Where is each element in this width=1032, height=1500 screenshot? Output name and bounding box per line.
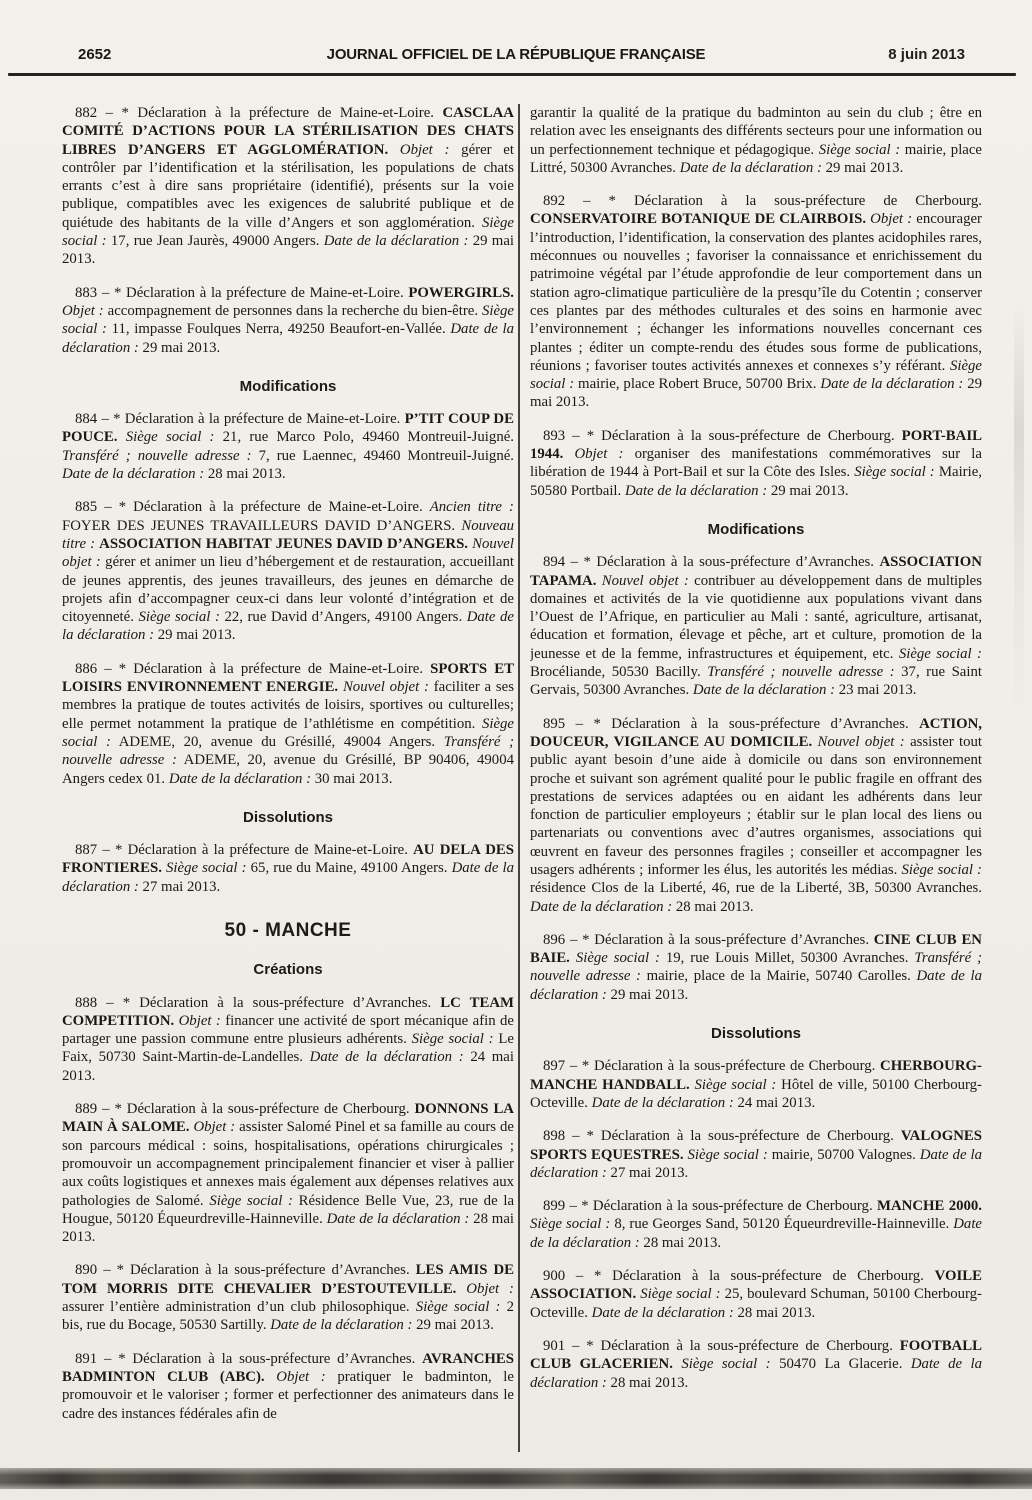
field-label: Date de la déclaration :: [62, 860, 514, 895]
field-label: Siège social :: [681, 1356, 771, 1373]
field-label: Date de la déclaration :: [624, 482, 768, 499]
section-heading-dept-50-manche: 50 - MANCHE: [224, 919, 352, 941]
field-label: Siège social :: [901, 861, 982, 878]
journal-entry-891-suite: garantir la qualité de la pratique du badminton au sein du club ; être en relation avec les enseignants des différents secteurs pour une information ou un perfectionnement technique et pédagogique. Siège social : mairie, place Littré, 50300 Avranches. Date de la déclaration : 29 mai 2013.: [530, 105, 982, 176]
field-label: Siège social :: [62, 214, 514, 250]
journal-entry-891: 891 – * Déclaration à la sous-préfecture d’Avranches. AVRANCHES BADMINTON CLUB (ABC). Objet : pratiquer le badminton, le promouvoir et le valoriser ; former et perfectionner des animateurs dans le cadre des instances fédérales afin de: [62, 1350, 514, 1422]
field-label: Date de la déclaration :: [62, 609, 514, 644]
field-label: Date de la déclaration :: [168, 770, 312, 787]
scan-artifact-band: [0, 1468, 1032, 1489]
journal-entry-898: 898 – * Déclaration à la sous-préfecture de Cherbourg. VALOGNES SPORTS EQUESTRES. Siège social : mairie, 50700 Valognes. Date de la déclaration : 27 mai 2013.: [530, 1128, 982, 1181]
association-name: CINE CLUB EN BAIE.: [530, 931, 982, 967]
journal-entry-886: 886 – * Déclaration à la préfecture de Maine-et-Loire. SPORTS ET LOISIRS ENVIRONNEMENT ENERGIE. Nouvel objet : faciliter a ses membres la pratique de toutes activités de loisirs, sportives ou culturelles; elle permet notamment la pratique de l’athlétisme en compétition. Siège social : ADEME, 20, avenue du Grésillé, 49004 Angers. Transféré ; nouvelle adresse : ADEME, 20, avenue du Grésillé, BP 90406, 49004 Angers cedex 01. Date de la déclaration : 30 mai 2013.: [62, 660, 514, 787]
field-label: Transféré ; nouvelle adresse :: [530, 950, 982, 985]
field-label: Date de la déclaration :: [270, 1317, 413, 1334]
field-label: Objet :: [870, 211, 913, 228]
column-1: [62, 104, 514, 1458]
journal-entry-885: 885 – * Déclaration à la préfecture de Maine-et-Loire. Ancien titre : FOYER DES JEUNES TRAVAILLEURS DAVID D’ANGERS. Nouveau titre : ASSOCIATION HABITAT JEUNES DAVID D’ANGERS. Nouvel objet : gérer et animer un lieu d’hébergement et de restauration, accueillant de jeunes apprentis, des jeunes travailleurs, des jeunes en démarche de projets afin d’accompagner ceux-ci dans leur volonté d’intégration et de citoyenneté. Siège social : 22, rue David d’Angers, 49100 Angers. Date de la déclaration : 29 mai 2013.: [62, 499, 514, 644]
field-label: Transféré ; nouvelle adresse :: [707, 664, 895, 681]
field-label: Siège social :: [687, 1146, 768, 1163]
field-label: Objet :: [399, 141, 450, 158]
field-label: Nouvel objet :: [601, 572, 689, 589]
journal-entry-892: 892 – * Déclaration à la sous-préfecture de Cherbourg. CONSERVATOIRE BOTANIQUE DE CLAIRBOIS. Objet : encourager l’introduction, l’identification, la conservation des plantes acidophiles rares, méconnues ou nouvelles ; favoriser la connaissance et enrichissement du patrimoine végétal par l’étude approfondie de leur comportement dans un station agro-climatique particulière de la presqu’île du Cotentin ; conserver ces plantes par des méthodes culturales et des soins en harmonie avec l’environnement ; échanger les informations nouvelles concernant ces plantes ; éditer un compte-rendu des études sous forme de publications, réunions ; favoriser toutes activités annexes et connexes s’y référant. Siège social : mairie, place Robert Bruce, 50700 Brix. Date de la déclaration : 29 mai 2013.: [530, 193, 982, 411]
field-label: Siège social :: [411, 1031, 494, 1048]
association-name: DONNONS LA MAIN À SALOME.: [62, 1101, 514, 1136]
field-label: Siège social :: [62, 715, 514, 750]
field-label: Date de la déclaration :: [591, 1094, 734, 1111]
journal-title: JOURNAL OFFICIEL DE LA RÉPUBLIQUE FRANÇAISE: [326, 46, 706, 63]
field-label: Date de la déclaration :: [820, 376, 964, 393]
field-label: Siège social :: [640, 1286, 721, 1303]
section-heading-creations: Créations: [253, 961, 323, 979]
journal-entry-890: 890 – * Déclaration à la sous-préfecture d’Avranches. LES AMIS DE TOM MORRIS DITE CHEVALIER D’ESTOUTEVILLE. Objet : assurer l’entière administration d’un club philosophique. Siège social : 2 bis, rue du Bocage, 50530 Sartilly. Date de la déclaration : 29 mai 2013.: [62, 1262, 514, 1334]
journal-entry-889: 889 – * Déclaration à la sous-préfecture de Cherbourg. DONNONS LA MAIN À SALOME. Objet : assister Salomé Pinel et sa famille au cours de son parcours médical : soins, hospitalisations, opérations chirurgicales ; promouvoir un accompagnement principalement financier et viser à pallier aux coûts logistiques et annexes mais également aux dépenses relatives aux pathologies de Salomé. Siège social : Résidence Belle Vue, 23, rue de la Hougue, 50120 Équeurdreville-Hainneville. Date de la déclaration : 28 mai 2013.: [62, 1101, 514, 1246]
section-heading-modifications: Modifications: [239, 377, 337, 395]
field-label: Nouveau titre :: [62, 517, 514, 552]
field-label: Date de la déclaration :: [692, 682, 836, 699]
field-label: Siège social :: [530, 1216, 611, 1233]
field-label: Date de la déclaration :: [323, 233, 469, 250]
field-label: Objet :: [193, 1119, 236, 1136]
field-label: Date de la déclaration :: [530, 1216, 982, 1251]
section-heading-modifications: Modifications: [707, 520, 805, 538]
column-2: [530, 104, 982, 1458]
association-name: SPORTS ET LOISIRS ENVIRONNEMENT ENERGIE.: [62, 660, 514, 696]
field-label: Objet :: [276, 1368, 326, 1385]
journal-entry-883: 883 – * Déclaration à la préfecture de Maine-et-Loire. POWERGIRLS. Objet : accompagnement de personnes dans la recherche du bien-être. Siège social : 11, impasse Foulques Nerra, 49250 Beaufort-en-Vallée. Date de la déclaration : 29 mai 2013.: [62, 284, 514, 356]
header-rule: [8, 73, 1016, 76]
association-name: LES AMIS DE TOM MORRIS DITE CHEVALIER D’ESTOUTEVILLE.: [62, 1262, 514, 1297]
association-name: MANCHE 2000.: [876, 1198, 982, 1215]
journal-entry-896: 896 – * Déclaration à la sous-préfecture d’Avranches. CINE CLUB EN BAIE. Siège social : 19, rue Louis Millet, 50300 Avranches. Transféré ; nouvelle adresse : mairie, place de la Mairie, 50740 Carolles. Date de la déclaration : 29 mai 2013.: [530, 931, 982, 1003]
association-name: VALOGNES SPORTS EQUESTRES.: [530, 1128, 982, 1163]
field-label: Ancien titre :: [429, 499, 514, 516]
association-name: CONSERVATOIRE BOTANIQUE DE CLAIRBOIS.: [530, 211, 871, 228]
section-heading-dissolutions: Dissolutions: [710, 1025, 801, 1043]
association-name: ASSOCIATION HABITAT JEUNES DAVID D’ANGERS.: [99, 535, 473, 552]
journal-entry-882: 882 – * Déclaration à la préfecture de Maine-et-Loire. CASCLAA COMITÉ D’ACTIONS POUR LA STÉRILISATION DES CHATS LIBRES D’ANGERS ET AGGLOMÉRATION. Objet : gérer et contrôler par l’identification et la stérilisation, les populations de chats errants c’est à dire sans propriétaire (identifié), présents sur la voie publique, compatibles avec les exigences de salubrité publique et de quiétude des habitants de la ville d’Angers et son agglomération. Siège social : 17, rue Jean Jaurès, 49000 Angers. Date de la déclaration : 29 mai 2013.: [62, 105, 514, 268]
issue-date: 8 juin 2013: [888, 46, 965, 63]
field-label: Siège social :: [166, 860, 247, 877]
field-label: Date de la déclaration :: [530, 968, 982, 1003]
field-label: Siège social :: [818, 141, 901, 158]
field-label: Objet :: [466, 1280, 514, 1297]
field-label: Siège social :: [694, 1076, 777, 1093]
journal-entry-888: 888 – * Déclaration à la sous-préfecture d’Avranches. LC TEAM COMPETITION. Objet : financer une activité de sport mécanique afin de partager une passion commune entre plusieurs adhérents. Siège social : Le Faix, 50730 Saint-Martin-de-Landelles. Date de la déclaration : 24 mai 2013.: [62, 994, 514, 1084]
field-label: Transféré ; nouvelle adresse :: [62, 733, 514, 769]
association-name: ACTION, DOUCEUR, VIGILANCE AU DOMICILE.: [530, 715, 982, 750]
association-name: POWERGIRLS.: [408, 284, 514, 301]
field-label: Siège social :: [125, 429, 215, 446]
column-divider: [518, 104, 520, 1452]
scan-smudge: [1014, 300, 1024, 720]
section-heading-dissolutions: Dissolutions: [242, 808, 333, 826]
field-label: Date de la déclaration :: [591, 1304, 734, 1321]
field-label: Siège social :: [575, 950, 660, 967]
journal-entry-894: 894 – * Déclaration à la sous-préfecture d’Avranches. ASSOCIATION TAPAMA. Nouvel objet : contribuer au développement dans de multiples domaines et activités de la vie quotidienne aux populations vivant dans l’Ouest de l’Afrique, en particulier au Mali : santé, agriculture, artisanat, éducation et formation, élevage et pêche, art et culture, promotion de la jeunesse et de la femme, infrastructures et équipement, etc. Siège social : Brocéliande, 50530 Bacilly. Transféré ; nouvelle adresse : 37, rue Saint Gervais, 50300 Avranches. Date de la déclaration : 23 mai 2013.: [530, 554, 982, 699]
field-label: Date de la déclaration :: [530, 1146, 982, 1181]
field-label: Date de la déclaration :: [679, 159, 822, 176]
association-name: LC TEAM COMPETITION.: [62, 994, 514, 1029]
field-label: Siège social :: [530, 357, 982, 393]
journal-entry-895: 895 – * Déclaration à la sous-préfecture d’Avranches. ACTION, DOUCEUR, VIGILANCE AU DOMICILE. Nouvel objet : assister tout public ayant besoin d’une aide à domicile ou dans son environnement proche et suivant son agrément qualité pour le public fragile en offrant des prestations de services adaptées ou en aidant les adhérents dans leur fonction de particulier employeurs ; établir sur le plan local des liens ou partenariats ou conventions avec d’autres organismes, associations qui œuvrent en faveur des personnes fragiles ; conseiller et accompagner les usagers adhérents ; informer les élus, les autorités les médias. Siège social : résidence Clos de la Liberté, 46, rue de la Liberté, 3B, 50300 Avranches. Date de la déclaration : 28 mai 2013.: [530, 715, 982, 915]
association-name: FOOTBALL CLUB GLACERIEN.: [530, 1337, 982, 1373]
field-label: Nouvel objet :: [817, 733, 905, 750]
field-label: Objet :: [62, 302, 104, 319]
field-label: Siège social :: [854, 464, 935, 481]
field-label: Date de la déclaration :: [62, 321, 514, 356]
field-label: Objet :: [178, 1012, 221, 1029]
association-name: ASSOCIATION TAPAMA.: [530, 554, 982, 589]
journal-entry-887: 887 – * Déclaration à la préfecture de Maine-et-Loire. AU DELA DES FRONTIERES. Siège social : 65, rue du Maine, 49100 Angers. Date de la déclaration : 27 mai 2013.: [62, 842, 514, 895]
field-label: Nouvel objet :: [342, 679, 429, 696]
field-label: Siège social :: [62, 302, 514, 338]
field-label: Siège social :: [209, 1192, 293, 1209]
association-name: AU DELA DES FRONTIERES.: [62, 842, 514, 877]
association-name: AVRANCHES BADMINTON CLUB (ABC).: [62, 1350, 514, 1385]
page-number: 2652: [78, 46, 112, 63]
field-label: Siège social :: [898, 645, 982, 662]
journal-entry-897: 897 – * Déclaration à la sous-préfecture de Cherbourg. CHERBOURG-MANCHE HANDBALL. Siège social : Hôtel de ville, 50100 Cherbourg-Octeville. Date de la déclaration : 24 mai 2013.: [530, 1058, 982, 1111]
field-label: Date de la déclaration :: [530, 1356, 982, 1391]
field-label: Date de la déclaration :: [326, 1210, 470, 1227]
field-label: Date de la déclaration :: [62, 466, 205, 483]
journal-entry-900: 900 – * Déclaration à la sous-préfecture de Cherbourg. VOILE ASSOCIATION. Siège social : 25, boulevard Schuman, 50100 Cherbourg-Octeville. Date de la déclaration : 28 mai 2013.: [530, 1268, 982, 1321]
journal-entry-901: 901 – * Déclaration à la sous-préfecture de Cherbourg. FOOTBALL CLUB GLACERIEN. Siège social : 50470 La Glacerie. Date de la déclaration : 28 mai 2013.: [530, 1337, 982, 1391]
field-label: Date de la déclaration :: [530, 898, 673, 915]
association-name: VOILE ASSOCIATION.: [530, 1268, 982, 1303]
association-name: CASCLAA COMITÉ D’ACTIONS POUR LA STÉRILISATION DES CHATS LIBRES D’ANGERS ET AGGLOMÉRATION.: [62, 105, 514, 158]
field-label: Date de la déclaration :: [309, 1049, 464, 1066]
journal-entry-893: 893 – * Déclaration à la sous-préfecture de Cherbourg. PORT-BAIL 1944. Objet : organiser des manifestations commémoratives sur la libération de 1944 à Port-Bail et sur la Côte des Isles. Siège social : Mairie, 50580 Portbail. Date de la déclaration : 29 mai 2013.: [530, 427, 982, 499]
field-label: Siège social :: [138, 609, 220, 626]
field-label: Objet :: [574, 446, 624, 463]
association-name: P’TIT COUP DE POUCE.: [62, 411, 514, 446]
field-label: Nouvel objet :: [62, 535, 514, 571]
association-name: CHERBOURG-MANCHE HANDBALL.: [530, 1058, 982, 1093]
association-name: PORT-BAIL 1944.: [530, 427, 982, 463]
field-label: Transféré ; nouvelle adresse :: [62, 447, 252, 464]
journal-entry-899: 899 – * Déclaration à la sous-préfecture de Cherbourg. MANCHE 2000. Siège social : 8, rue Georges Sand, 50120 Équeurdreville-Hainneville. Date de la déclaration : 28 mai 2013.: [530, 1198, 982, 1251]
field-label: Siège social :: [415, 1299, 501, 1316]
journal-entry-884: 884 – * Déclaration à la préfecture de Maine-et-Loire. P’TIT COUP DE POUCE. Siège social : 21, rue Marco Polo, 49460 Montreuil-Juigné. Transféré ; nouvelle adresse : 7, rue Laennec, 49460 Montreuil-Juigné. Date de la déclaration : 28 mai 2013.: [62, 411, 514, 483]
